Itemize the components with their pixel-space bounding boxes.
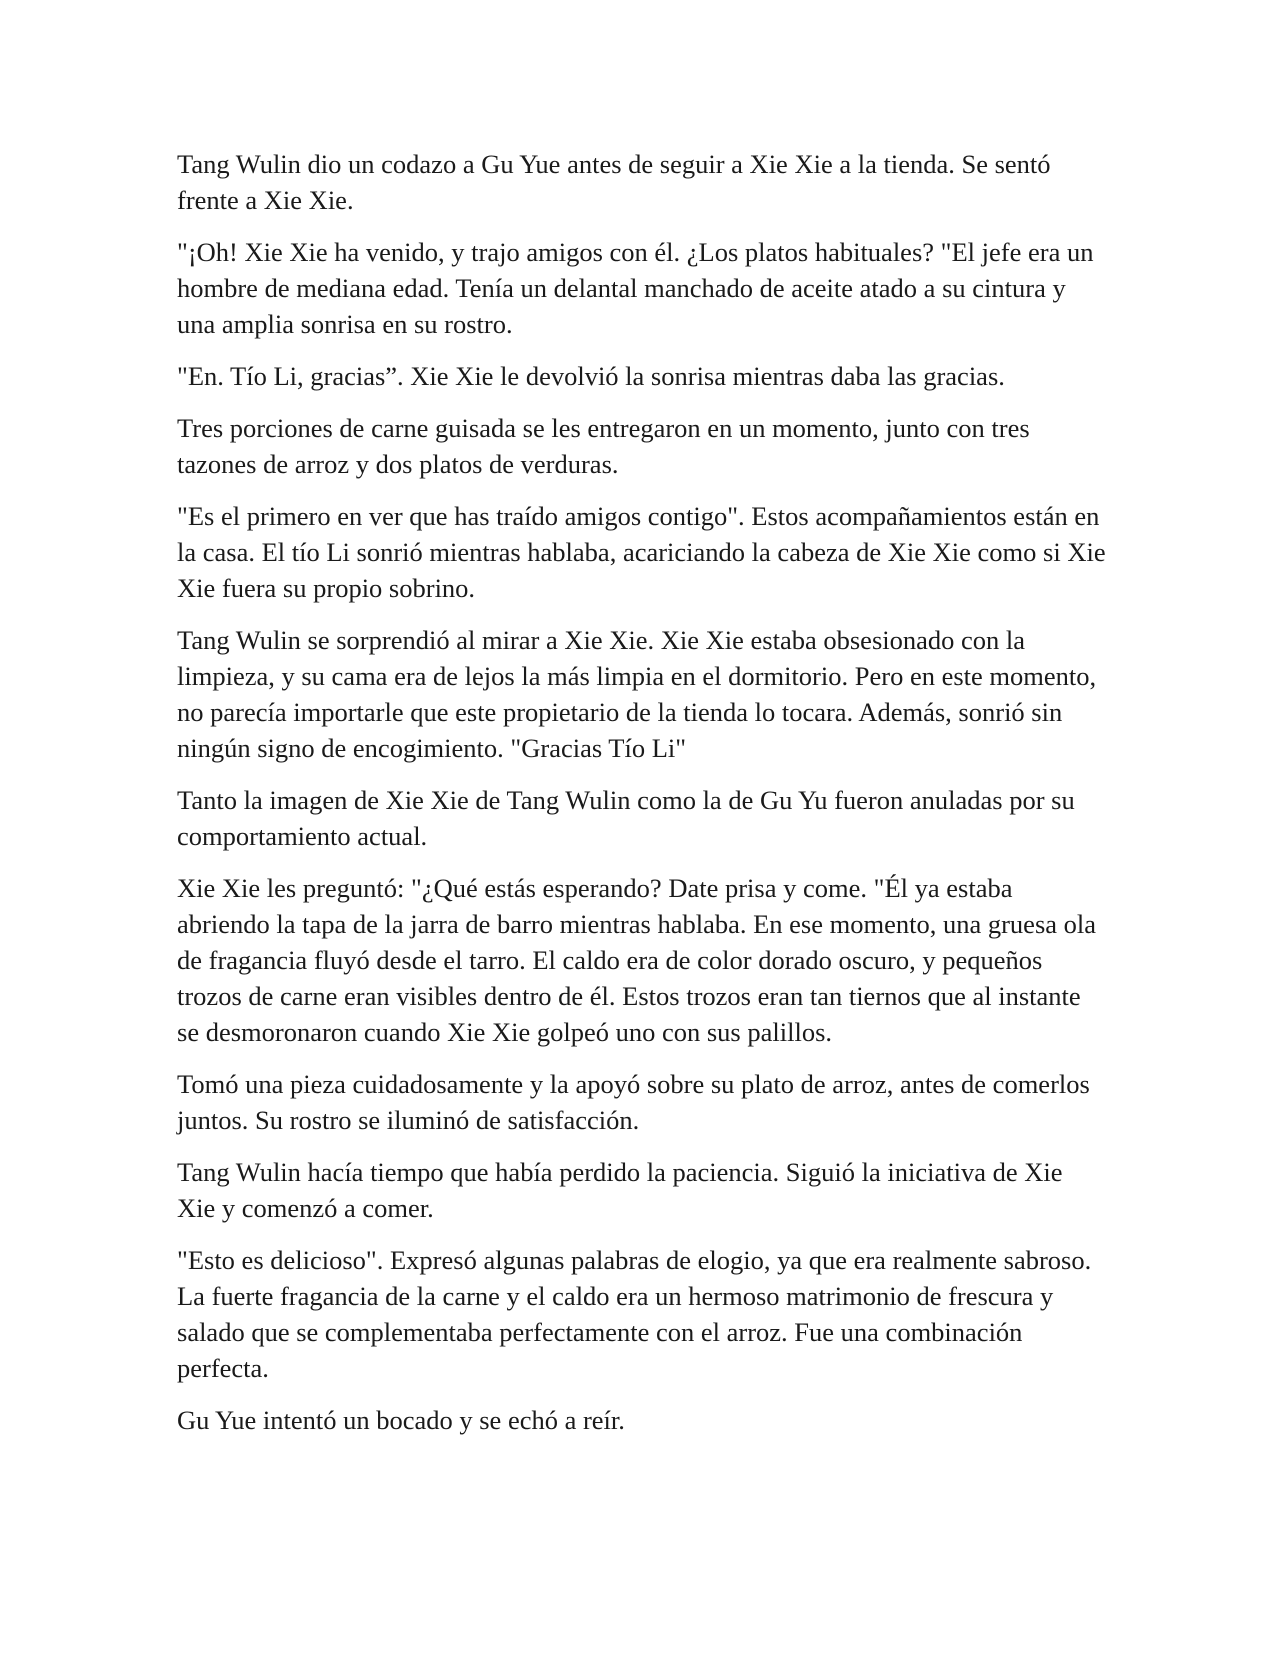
paragraph: Tomó una pieza cuidadosamente y la apoyó sobre su plato de arroz, antes de comerlos juntos. Su rostro se iluminó de satisfacción. [177, 1069, 1090, 1135]
paragraph: Tanto la imagen de Xie Xie de Tang Wulin como la de Gu Yu fueron anuladas por su comportamiento actual. [177, 785, 1075, 851]
paragraph: Gu Yue intentó un bocado y se echó a reír. [177, 1405, 625, 1435]
paragraph: Tres porciones de carne guisada se les entregaron en un momento, junto con tres tazones de arroz y dos platos de verduras. [177, 413, 1030, 479]
document-page [177, 146, 1107, 1454]
paragraph: Xie Xie les preguntó: "¿Qué estás esperando? Date prisa y come. "Él ya estaba abriendo la tapa de la jarra de barro mientras hablaba. En ese momento, una gruesa ola de fragancia fluyó desde el tarro. El caldo era de color dorado oscuro, y pequeños trozos de carne eran visibles dentro de él. Estos trozos eran tan tiernos que al instante se desmoronaron cuando Xie Xie golpeó uno con sus palillos. [177, 873, 1097, 1047]
paragraph: "¡Oh! Xie Xie ha venido, y trajo amigos con él. ¿Los platos habituales? "El jefe era un hombre de mediana edad. Tenía un delantal manchado de aceite atado a su cintura y una amplia sonrisa en su rostro. [177, 237, 1094, 339]
paragraph: "En. Tío Li, gracias”. Xie Xie le devolvió la sonrisa mientras daba las gracias. [177, 361, 1005, 391]
paragraph: "Es el primero en ver que has traído amigos contigo". Estos acompañamientos están en la casa. El tío Li sonrió mientras hablaba, acariciando la cabeza de Xie Xie como si Xie Xie fuera su propio sobrino. [177, 501, 1106, 603]
paragraph: Tang Wulin dio un codazo a Gu Yue antes de seguir a Xie Xie a la tienda. Se sentó frente a Xie Xie. [177, 149, 1051, 215]
paragraph: Tang Wulin hacía tiempo que había perdido la paciencia. Siguió la iniciativa de Xie Xie y comenzó a comer. [177, 1157, 1063, 1223]
paragraph: "Esto es delicioso". Expresó algunas palabras de elogio, ya que era realmente sabroso. La fuerte fragancia de la carne y el caldo era un hermoso matrimonio de frescura y salado que se complementaba perfectamente con el arroz. Fue una combinación perfecta. [177, 1245, 1092, 1383]
paragraph: Tang Wulin se sorprendió al mirar a Xie Xie. Xie Xie estaba obsesionado con la limpieza, y su cama era de lejos la más limpia en el dormitorio. Pero en este momento, no parecía importarle que este propietario de la tienda lo tocara. Además, sonrió sin ningún signo de encogimiento. "Gracias Tío Li" [177, 625, 1097, 763]
